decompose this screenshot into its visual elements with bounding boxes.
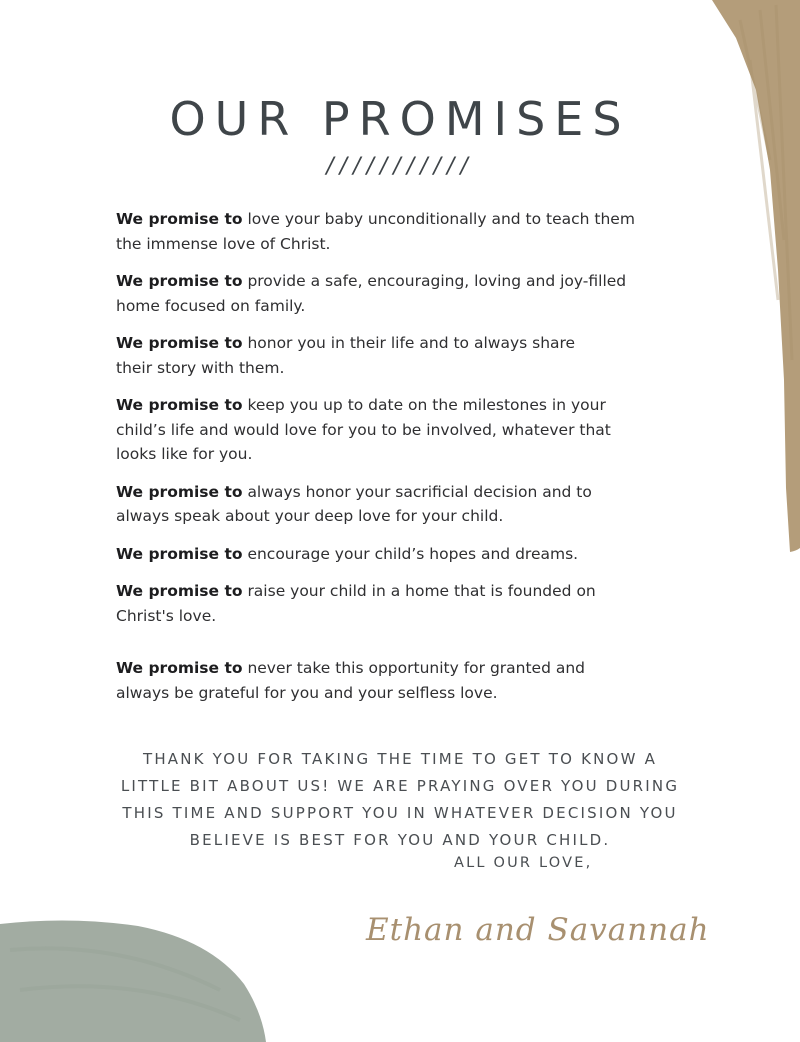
promise-line: raise your child in a home that is founded on [247,582,596,600]
promise-lead: We promise to [116,396,243,414]
promise-line: love your baby unconditionally and to teach them [247,210,635,228]
promise-item [116,542,676,567]
promise-item [116,269,676,318]
promise-line: honor you in their life and to always share [247,334,576,352]
closing-message [100,746,700,854]
page-title: OUR PROMISES [169,92,631,146]
promise-line: always be grateful for you and your selfless love. [116,683,498,702]
sage-brushstroke-shape [0,920,266,1042]
promise-line: their story with them. [116,358,285,377]
closing-line: BELIEVE IS BEST FOR YOU AND YOUR CHILD. [189,831,611,849]
promise-lead: We promise to [116,334,243,352]
promise-line: never take this opportunity for granted and [247,659,586,677]
promise-line: provide a safe, encouraging, loving and joy-filled [247,272,627,290]
signature: Ethan and Savannah [366,912,710,948]
closing-line: LITTLE BIT ABOUT US! WE ARE PRAYING OVER YOU DURING [120,777,680,795]
promise-line: always speak about your deep love for your child. [116,507,504,525]
title-divider: /////////// [326,154,474,179]
signoff: ALL OUR LOVE, [454,855,593,871]
promise-item [116,331,676,380]
promise-line: always honor your sacrificial decision and to [247,482,592,501]
promise-lead: We promise to [116,482,243,501]
promise-line: looks like for you. [116,445,253,463]
promise-line: home focused on family. [116,296,306,315]
promise-line: keep you up to date on the milestones in your [247,396,606,414]
promise-lead: We promise to [116,210,243,228]
promise-line: encourage your child’s hopes and dreams. [247,544,579,563]
promise-lead: We promise to [116,272,243,290]
promise-item [116,393,676,467]
promise-line: Christ's love. [116,606,217,625]
promise-lead: We promise to [116,544,243,563]
promise-item [116,656,676,705]
promise-item [116,579,676,628]
closing-line: THANK YOU FOR TAKING THE TIME TO GET TO KNOW A [142,750,658,768]
promise-lead: We promise to [116,582,243,600]
promise-line: child’s life and would love for you to be involved, whatever that [116,420,611,439]
promises-list [116,207,676,705]
promise-item [116,207,676,256]
promise-line: the immense love of Christ. [116,234,331,253]
promise-lead: We promise to [116,659,243,677]
promise-item [116,480,676,529]
closing-line: THIS TIME AND SUPPORT YOU IN WHATEVER DECISION YOU [122,804,678,822]
